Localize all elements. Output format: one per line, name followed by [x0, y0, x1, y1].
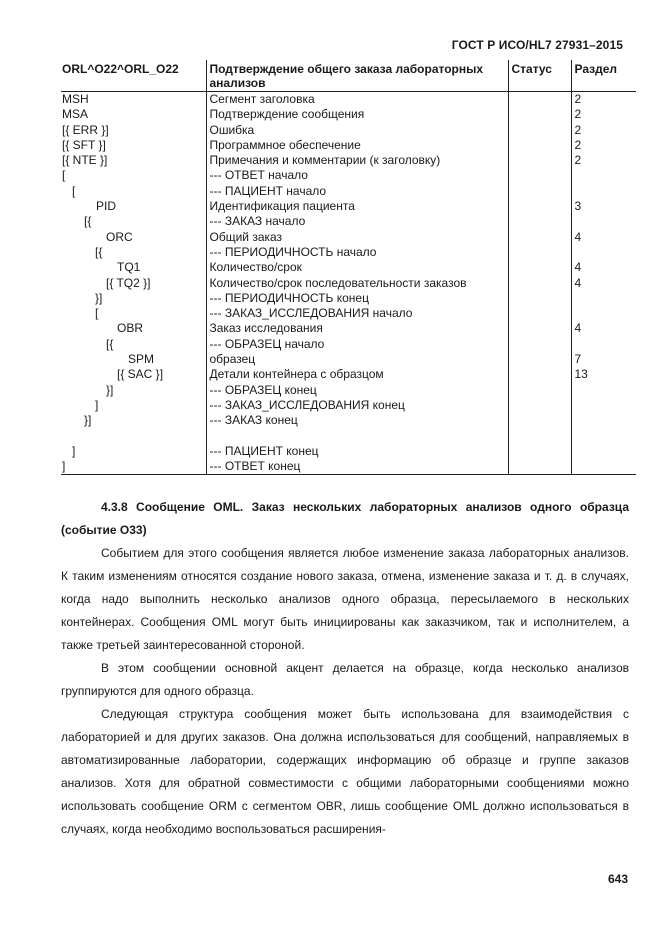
status-cell [508, 245, 571, 260]
status-cell [508, 107, 571, 122]
table-row [61, 92, 636, 108]
status-cell [508, 184, 571, 199]
status-cell [508, 153, 571, 168]
segment-cell: ] [72, 443, 76, 458]
section-title: 4.3.8 Сообщение OML. Заказ нескольких лабораторных анализов одного образца (событие O33) [61, 500, 629, 537]
section-cell: 2 [571, 153, 636, 168]
section-cell [571, 337, 636, 352]
status-cell [508, 321, 571, 336]
status-cell [508, 367, 571, 382]
section-cell: 4 [571, 230, 636, 245]
status-cell [508, 306, 571, 321]
segment-cell: [ [62, 168, 66, 183]
message-structure-table [61, 60, 636, 475]
status-cell [508, 123, 571, 138]
status-cell [508, 444, 571, 459]
section-cell [571, 306, 636, 321]
column-header-description: Подтверждение общего заказа лабораторных анализов [206, 60, 508, 92]
status-cell [508, 337, 571, 352]
description-cell: Детали контейнера с образцом [206, 367, 508, 382]
description-cell: Общий заказ [206, 230, 508, 245]
section-cell [571, 184, 636, 199]
segment-cell: SPM [128, 352, 155, 367]
status-cell [508, 199, 571, 214]
status-cell [508, 214, 571, 229]
table-header [61, 60, 636, 92]
table-row [61, 306, 636, 321]
table-row [61, 444, 636, 459]
segment-cell: MSH [62, 92, 89, 106]
description-cell: --- ЗАКАЗ конец [206, 413, 508, 428]
description-cell: Примечания и комментарии (к заголовку) [206, 153, 508, 168]
description-cell: Количество/срок последовательности заказов [206, 276, 508, 291]
segment-cell: [{ ERR }] [62, 122, 109, 137]
segment-cell: ] [61, 459, 206, 475]
segment-cell: [ [72, 183, 76, 198]
segment-cell: [{ TQ2 }] [106, 275, 151, 290]
description-cell: --- ЗАКАЗ_ИССЛЕДОВАНИЯ начало [206, 306, 508, 321]
table-row [61, 276, 636, 291]
table-row [61, 321, 636, 336]
status-cell [508, 138, 571, 153]
segment-cell: TQ1 [117, 260, 141, 275]
section-cell: 2 [571, 123, 636, 138]
table-row [61, 230, 636, 245]
status-cell [508, 413, 571, 428]
description-cell: --- ПЕРИОДИЧНОСТЬ начало [206, 245, 508, 260]
table-row [61, 413, 636, 428]
description-cell: Идентификация пациента [206, 199, 508, 214]
description-cell: --- ПАЦИЕНТ начало [206, 184, 508, 199]
section-cell [571, 383, 636, 398]
status-cell [508, 383, 571, 398]
description-cell: --- ЗАКАЗ_ИССЛЕДОВАНИЯ конец [206, 398, 508, 413]
table-row [61, 214, 636, 229]
section-cell: 4 [571, 260, 636, 275]
segment-cell [61, 429, 206, 444]
segment-cell: }] [84, 413, 92, 428]
segment-cell: [{ NTE }] [62, 153, 108, 168]
page-header-standard: ГОСТ Р ИСО/HL7 27931–2015 [451, 38, 623, 52]
section-cell: 13 [571, 367, 636, 382]
description-cell: --- ОТВЕТ начало [206, 168, 508, 183]
description-cell: Сегмент заголовка [206, 92, 508, 108]
page-number: 643 [607, 872, 628, 886]
description-cell: --- ПАЦИЕНТ конец [206, 444, 508, 459]
table-row [61, 107, 636, 122]
status-cell [508, 398, 571, 413]
table-row [61, 459, 636, 475]
segment-cell: ] [95, 397, 99, 412]
table-row [61, 123, 636, 138]
section-cell [571, 398, 636, 413]
section-cell [571, 444, 636, 459]
table-row [61, 337, 636, 352]
table-row [61, 429, 636, 444]
status-cell [508, 291, 571, 306]
description-cell: --- ПЕРИОДИЧНОСТЬ конец [206, 291, 508, 306]
section-cell [571, 291, 636, 306]
status-cell [508, 276, 571, 291]
section-cell: 3 [571, 199, 636, 214]
status-cell [508, 168, 571, 183]
status-cell [508, 92, 571, 108]
description-cell: образец [206, 352, 508, 367]
segment-cell: OBR [117, 321, 144, 336]
section-cell [571, 168, 636, 183]
description-cell: Заказ исследования [206, 321, 508, 336]
section-cell: 2 [571, 107, 636, 122]
table-body [61, 92, 636, 475]
table-row [61, 367, 636, 382]
status-cell [508, 429, 571, 444]
table-row [61, 168, 636, 183]
table-row [61, 138, 636, 153]
column-header-status: Статус [508, 60, 571, 92]
section-cell [571, 214, 636, 229]
segment-cell: [{ SAC }] [117, 367, 164, 382]
section-cell: 7 [571, 352, 636, 367]
section-cell [571, 459, 636, 475]
description-cell: Подтверждение сообщения [206, 107, 508, 122]
section-cell: 2 [571, 138, 636, 153]
segment-cell: [{ [106, 336, 114, 351]
table-row [61, 352, 636, 367]
segment-cell: MSA [62, 107, 89, 122]
description-cell: Ошибка [206, 123, 508, 138]
segment-cell: }] [95, 290, 103, 305]
status-cell [508, 352, 571, 367]
description-cell: Количество/срок [206, 260, 508, 275]
table-row [61, 184, 636, 199]
section-cell: 4 [571, 276, 636, 291]
table-row [61, 245, 636, 260]
column-header-section: Раздел [571, 60, 636, 92]
section-cell: 2 [571, 92, 636, 108]
status-cell [508, 260, 571, 275]
paragraph: Событием для этого сообщения является любое изменение заказа лабораторных анализов. К таким изменениям относятся создание нового заказа, отмена, изменение заказа и т. д. в случаях, когда надо выполнить несколько анализов одного образца, пересылаемого в нескольких контейнерах. Сообщения OML могут быть инициированы как заказчиком, так и исполнителем, а также третьей заинтересованной стороной. [61, 546, 629, 652]
table-row [61, 383, 636, 398]
section-text [61, 496, 629, 841]
section-cell [571, 245, 636, 260]
segment-cell: ORC [106, 229, 133, 244]
section-cell [571, 413, 636, 428]
segment-cell: [{ [84, 214, 92, 229]
section-cell: 4 [571, 321, 636, 336]
section-cell [571, 429, 636, 444]
segment-cell: [ [95, 306, 99, 321]
table-row [61, 199, 636, 214]
paragraph: В этом сообщении основной акцент делается на образце, когда несколько анализов группируются для одного образца. [61, 661, 629, 698]
description-cell: --- ОБРАЗЕЦ конец [206, 383, 508, 398]
description-cell [206, 429, 508, 444]
column-header-message: ORL^O22^ORL_O22 [61, 60, 206, 92]
table-row [61, 398, 636, 413]
segment-cell: }] [106, 382, 114, 397]
status-cell [508, 459, 571, 475]
table-row [61, 291, 636, 306]
description-cell: Программное обеспечение [206, 138, 508, 153]
description-cell: --- ОБРАЗЕЦ начало [206, 337, 508, 352]
description-cell: --- ОТВЕТ конец [206, 459, 508, 475]
segment-cell: [{ SFT }] [62, 137, 106, 152]
paragraph: Следующая структура сообщения может быть использована для взаимодействия с лабораторией и для других заказов. Она должна использоваться для сообщений, направляемых в автоматизированные лаборатории, содержащих информацию об образце и группе заказов анализов. Хотя для обратной совместимости с общими лабораторными сообщениями можно использовать сообщение ORM с сегментом OBR, лишь сообщение OML должно использоваться в случаях, когда необходимо воспользоваться расширения- [61, 707, 629, 836]
table-row [61, 153, 636, 168]
segment-cell: PID [96, 199, 117, 214]
status-cell [508, 230, 571, 245]
table-row [61, 260, 636, 275]
description-cell: --- ЗАКАЗ начало [206, 214, 508, 229]
segment-cell: [{ [95, 244, 103, 259]
